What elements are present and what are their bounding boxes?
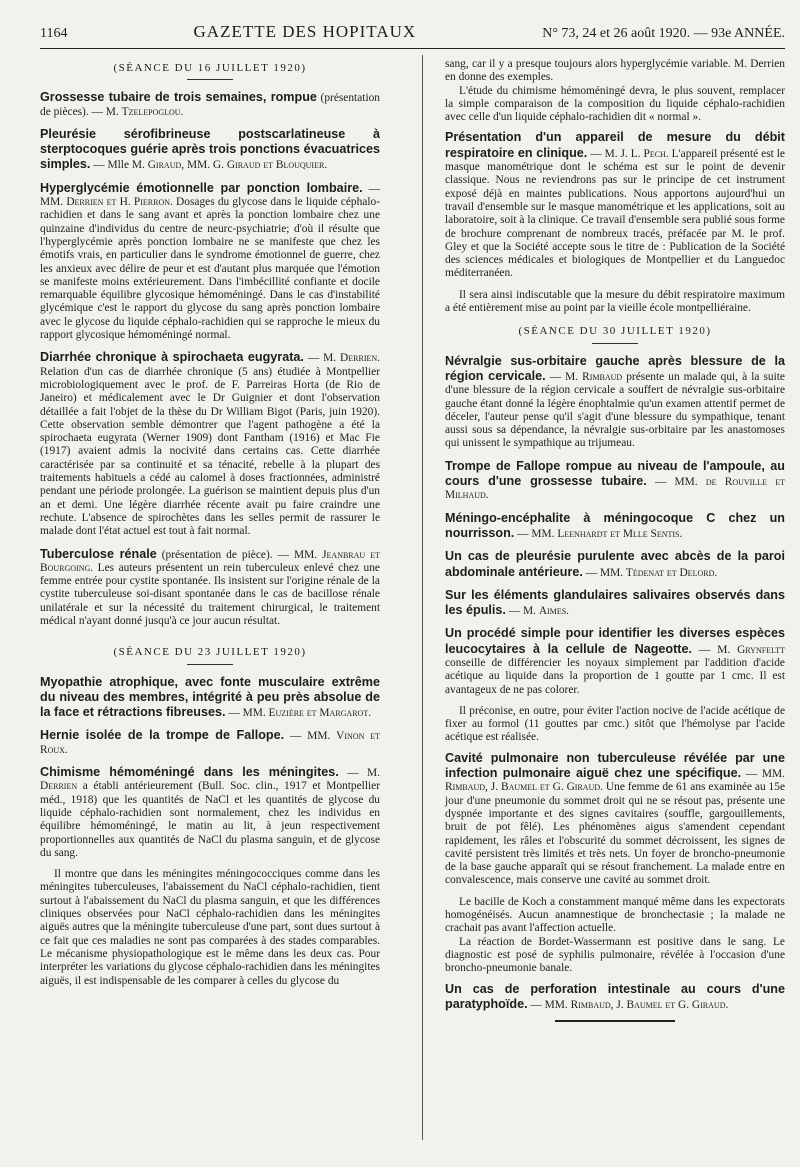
article-title: Pleurésie sérofibrineuse postscarlatineuse à sterptocoques guérie après trois ponctions évacuatrices simples.: [40, 126, 380, 172]
article-note: — Mlle M.: [90, 159, 148, 172]
article-authors: Jeanbrau et Bourgoing.: [40, 548, 380, 574]
article-title: Présentation d'un appareil de mesure du débit respiratoire en clinique.: [445, 130, 785, 160]
article-note: (présentation de pièce). — MM.: [156, 548, 323, 561]
page-header: [40, 22, 785, 46]
article: [445, 459, 785, 503]
article: [40, 765, 380, 860]
article-authors: Derrien et H. Pierron.: [66, 196, 173, 209]
article: [40, 547, 380, 629]
article-authors: Euzière et Margarot.: [268, 707, 372, 720]
article-note: — MM.: [646, 476, 706, 489]
article-authors: Tédenat et Delord.: [625, 566, 718, 579]
article-group: [445, 130, 785, 280]
article-authors: Tzelepoglou.: [121, 105, 184, 118]
column-divider: [422, 55, 423, 1140]
article-note: — MM.: [284, 730, 337, 743]
article-title: Hyperglycémie émotionnelle par ponction lombaire.: [40, 180, 363, 195]
section-rule: [187, 79, 233, 80]
article-body: Relation d'un cas de diarrhée chronique (5 ans) étudiée à Montpellier microbiologiquement avec le prof. de F. Parreiras Horta (de Rio de Janeiro) et médicalement avec le Dr Guignier et dont l'observation détaillée a fait l'objet de la thèse du Dr William Bigot (Paris, juin 1920). Cette observation semble démontrer que l'agent pathogène a été la spirochaeta eugyrata (Werner 1909) dont Fantham (1916) et Mac Fie (1917) avaient admis la nocivité dans certains cas. Cette diarrhée caractérisée par sa continuité et sa ténacité, rebelle à la plupart des traitements habituels a cédé au calomel à doses fractionnées, administré pendant une période prolongée. La guérison se maintient depuis plus d'un an et demi. Une légère diarrhée récente avait pu faire craindre une rechute. L'absence de spirochètes dans les selles permit de rassurer le malade dont l'état actuel est tout à fait normal.: [40, 365, 380, 538]
article-note: — M.: [587, 147, 621, 160]
article-authors: Vinon et Roux.: [40, 730, 381, 756]
article-group: [445, 354, 785, 697]
article: [40, 350, 380, 538]
seance-heading: (SÉANCE DU 23 JUILLET 1920): [113, 646, 307, 659]
article-title: Névralgie sus-orbitaire gauche après blessure de la région cervicale.: [445, 353, 785, 383]
article-authors: Rimbaud, J. Baumel et G. Giraud.: [570, 998, 729, 1011]
seance-heading: (SÉANCE DU 16 JUILLET 1920): [113, 62, 307, 74]
article-body: Les auteurs présentent un rein tuberculeux enlevé chez une femme entrée pour cystite spontanée. Ils insistent sur l'origine rénale de la cystite tuberculeuse soi-disant spontanée dans le cas de bacillose rénale unilatérale et sur la nécessité du traitement chirurgical, le traitement médical n'ayant donné jusqu'à ce jour aucun résultat.: [40, 561, 380, 627]
article: [445, 588, 785, 619]
article-authors: Leenhardt et Mlle Sentis.: [557, 527, 683, 540]
paragraph: Le bacille de Koch a constamment manqué même dans les expectorats homogénéisés. Aucun anamnestique de bronchectasie ; la malade ne crachait pas avant l'affection actuelle.: [445, 895, 785, 935]
article-note: — MM.: [225, 707, 269, 720]
article-body: a établi antérieurement (Bull. Soc. clin., 1917 et Montpellier méd., 1918) que les quantités de NaCl et les quantités de glycose du liquide céphalo-rachidien sont normalement, chez les individus en équilibre hémoméningé, le matin au lit, à jeun respectivement proportionnelles aux quantités de NaCl du plasma sanguin, et de glycose du sang.: [40, 780, 380, 859]
article-title: Méningo-encéphalite à méningocoque C chez un nourrisson.: [445, 510, 785, 540]
article-authors: Grynfeltt: [737, 643, 785, 656]
page-number: 1164: [40, 26, 68, 41]
section-rule: [592, 343, 638, 344]
article-note: — MM.: [582, 566, 626, 579]
article-note: — M.: [505, 605, 539, 618]
article-note: — M.: [692, 643, 738, 656]
article: [40, 728, 380, 757]
article: [445, 130, 785, 280]
article-title: Tuberculose rénale: [40, 546, 157, 561]
article-body: Dosages du glycose dans le liquide céphalo-rachidien et dans le sang avant et après la ponction lombaire chez une quinzaine d'individus du centre de neurc-psychiatrie; d'où il résulte que l'hyperglycémie après ponction lombaire ne se manifeste que chez les émotifs vrais, en particulier dans le syndrome émotionnel de guerre, chez les anxieux avec délire de peur et est d'autant plus marquée que l'émotion se manifeste moins extérieurement. Dans l'imbécillité confiante et docile remarquable équilibre glycosique hémoméningé. Dans le cas d'instabilité glycémique c'est le rapport du glycose du sang après ponction lombaire avec le glycose du liquide céphalo-rachidien qui se rapproche le mieux du rapport glycosique hémoméningé normal.: [40, 196, 380, 342]
article-body: conseille de différencier les noyaux simplement par l'addition d'acide acétique au liquide dans la proportion de 1 goutte par 1 cmc. Il est avantageux de ne pas colorer.: [445, 656, 785, 696]
article: [445, 549, 785, 580]
article-authors: Derrien: [40, 780, 78, 793]
article: [40, 127, 380, 173]
article: [445, 751, 785, 888]
article: [445, 354, 785, 451]
article-note: — M.: [303, 352, 341, 365]
left-column: [40, 58, 380, 988]
article-note: — MM.: [40, 182, 380, 209]
article-title: Un cas de perforation intestinale au cours d'une paratyphoïde.: [445, 981, 785, 1011]
paragraph: La réaction de Bordet-Wassermann est positive dans le sang. Le diagnostic est posé de syphilis pulmonaire, révélée à l'occasion d'une broncho-pneumonie banale.: [445, 935, 785, 975]
article: [445, 511, 785, 542]
paragraph: Il préconise, en outre, pour éviter l'action nocive de l'acide acétique de fixer au formol (11 gouttes par cmc.) sitôt que l'hémolyse par l'acide acétique est réalisée.: [445, 704, 785, 744]
article-authors: Rimbaud, J. Baumel et G. Giraud.: [445, 781, 603, 794]
article: [445, 982, 785, 1013]
article-title: Hernie isolée de la trompe de Fallope.: [40, 728, 285, 743]
header-rule: [40, 48, 785, 49]
journal-title: GAZETTE DES HOPITAUX: [193, 22, 417, 41]
paragraph: sang, car il y a presque toujours alors hyperglycémie variable. M. Derrien en donne des exemples.: [445, 58, 785, 84]
article-note: — M.: [545, 370, 583, 383]
article-note: (présentation de pièces). — M.: [40, 92, 380, 118]
article-title: Cavité pulmonaire non tuberculeuse révélée par une infection pulmonaire aiguë chez une spécifique.: [445, 750, 785, 781]
article-title: Trompe de Fallope rompue au niveau de l'ampoule, au cours d'une grossesse tubaire.: [445, 458, 785, 489]
article-title: Un procédé simple pour identifier les diverses espèces leucocytaires à la cellule de Nageotte.: [445, 626, 785, 656]
article-title: Diarrhée chronique à spirochaeta eugyrata.: [40, 350, 304, 365]
paragraph: L'étude du chimisme hémoméningé devra, le plus souvent, remplacer la simple comparaison de la composition du liquide céphalo-rachidien avec celle d'un liquide céphalo-rachidien dit « normal ».: [445, 84, 785, 124]
article-title: Un cas de pleurésie purulente avec abcès de la paroi abdominale antérieure.: [445, 549, 785, 579]
article-authors: Aimes.: [538, 605, 570, 618]
article-note: — M.: [338, 767, 381, 780]
article-note: — MM.: [741, 768, 785, 781]
article-group: [40, 675, 380, 861]
article-authors: Rimbaud: [582, 370, 623, 383]
paragraph: Il sera ainsi indiscutable que la mesure du débit respiratoire maximum a été entièrement mise au point par la vieille école montpelliéraine.: [445, 288, 785, 315]
article-note: — MM.: [527, 998, 571, 1011]
article-authors: Derrien.: [340, 352, 380, 365]
article: [40, 675, 380, 721]
article-group: [40, 90, 380, 628]
article-title: Sur les éléments glandulaires salivaires observés dans les épulis.: [445, 587, 785, 618]
article: [445, 626, 785, 696]
article-title: Chimisme hémoméningé dans les méningites.: [40, 765, 339, 780]
seance-heading: (SÉANCE DU 30 JUILLET 1920): [518, 325, 712, 338]
article-title: Grossesse tubaire de trois semaines, rompue: [40, 90, 317, 105]
issue-info: N° 73, 24 et 26 août 1920. — 93e ANNÉE.: [542, 26, 785, 41]
article-body: Une femme de 61 ans examinée au 15e jour d'une pneumonie du sommet droit qui ne se résout pas, présente une dyspnée importante et des signes cavitaires (souffle, gargouillements, bruit de pot fêlé). Les phénomènes aigus s'amendent cependant rapidement, les râles et l'obscurité du sommet décroissent, les signes de cavité persistent très limités et très nets. Un foyer de broncho-pneumonie de la base gauche apparaît qui se résout franchement. La malade entre en convalescence, mais conserve une cavité au sommet droit.: [445, 781, 786, 887]
article-body: L'appareil présenté est le masque manométrique dont le schéma est sur le point de devenir classique. Nous ne reviendrons pas sur le principe de cet instrument exposé déjà en maintes publications. Nous apportons aujourd'hui un travail d'ensemble sur le masque manométrique et les applications, soit au laboratoire, soit à la clinique. Ce travail d'ensemble sera publié sous forme de brochure comprenant de nombreux tracés, préfacée par M. le prof. Gley et que la Société accepte sous le titre de : Publication de la Société des sciences médicales et biologiques de Montpellier et du Languedoc méditerranéen.: [445, 147, 785, 280]
paragraph: Il montre que dans les méningites méningococciques comme dans les méningites tuberculeuses, l'abaissement du NaCl céphalo-rachidien, tient surtout à l'abaissement du NaCl du plasma sanguin, et que les différences cliniques observées pour NaCl céphalo-rachidien dans les méningites aiguës autres que la méningite tuberculeuse d'une part, sont dues surtout à ce fait que ces maladies ne sont pas comparées à des stades comparables. Le mécanisme physiopathologique est le même dans les deux cas. Pour interpréter les variations du glycose céphalo-rachidien dans les méningites aiguës, il est indispensable de les comparer à celles du glycose du: [40, 868, 380, 987]
article-authors: J. L. Pech.: [620, 147, 669, 160]
article-title: Myopathie atrophique, avec fonte musculaire extrême du niveau des membres, intégrité à peu près absolue de la face et rétractions fibreuses.: [40, 674, 380, 720]
article-group: [445, 751, 785, 888]
section-rule: [187, 664, 233, 665]
article: [40, 90, 380, 119]
end-rule: [555, 1020, 675, 1022]
article-body: présente un malade qui, à la suite d'une blessure de la région cervicale a souffert de névralgie sus-orbitaire gauche étant donné la légère énophtalmie qu'un examen attentif permet de déceler, l'auteur pense qu'il s'agit d'une blessure du sympathique, tenant aussi sous sa dépendance, la névralgie sus-orbitaire par les anastomoses qui unissent le sympathique au trijumeau.: [445, 370, 785, 450]
article-group: [445, 982, 785, 1013]
article-authors: Giraud, MM. G. Giraud et Blouquier.: [147, 159, 328, 172]
article-authors: de Rouville et Milhaud.: [445, 476, 785, 502]
article: [40, 181, 380, 343]
article-note: — MM.: [514, 527, 558, 540]
right-column: [445, 58, 785, 1022]
